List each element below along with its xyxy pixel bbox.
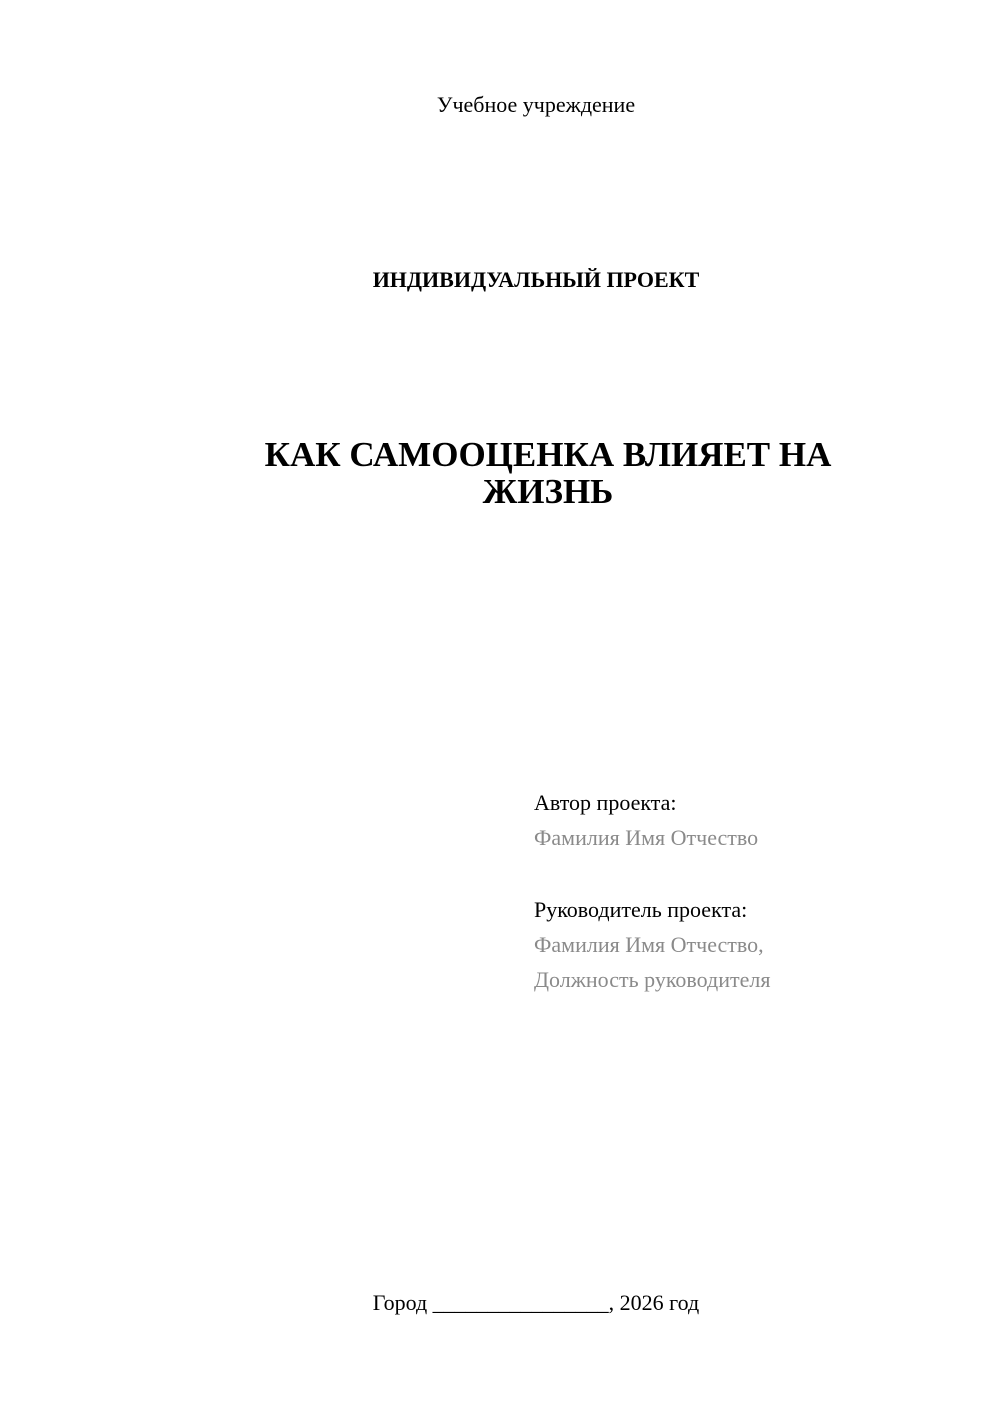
city-label: Город (372, 1290, 428, 1315)
author-label: Автор проекта: (534, 790, 677, 815)
supervisor-name-placeholder: Фамилия Имя Отчество, (534, 932, 764, 957)
year-label: , 2026 год (608, 1290, 700, 1315)
project-title-line-1: КАК САМООЦЕНКА ВЛИЯЕТ НА (264, 435, 832, 474)
author-block (534, 785, 974, 855)
project-title-line-2: ЖИЗНЬ (482, 472, 614, 511)
project-type-heading: ИНДИВИДУАЛЬНЫЙ ПРОЕКТ (372, 267, 700, 292)
city-year-line (0, 1288, 1000, 1318)
supervisor-label: Руководитель проекта: (534, 897, 748, 922)
city-blank-underline: ________________ (432, 1290, 609, 1315)
institution-name: Учебное учреждение (436, 92, 636, 117)
project-title (228, 436, 868, 510)
supervisor-block (534, 892, 974, 997)
supervisor-position-placeholder: Должность руководителя (534, 967, 771, 992)
author-name-placeholder: Фамилия Имя Отчество (534, 825, 759, 850)
